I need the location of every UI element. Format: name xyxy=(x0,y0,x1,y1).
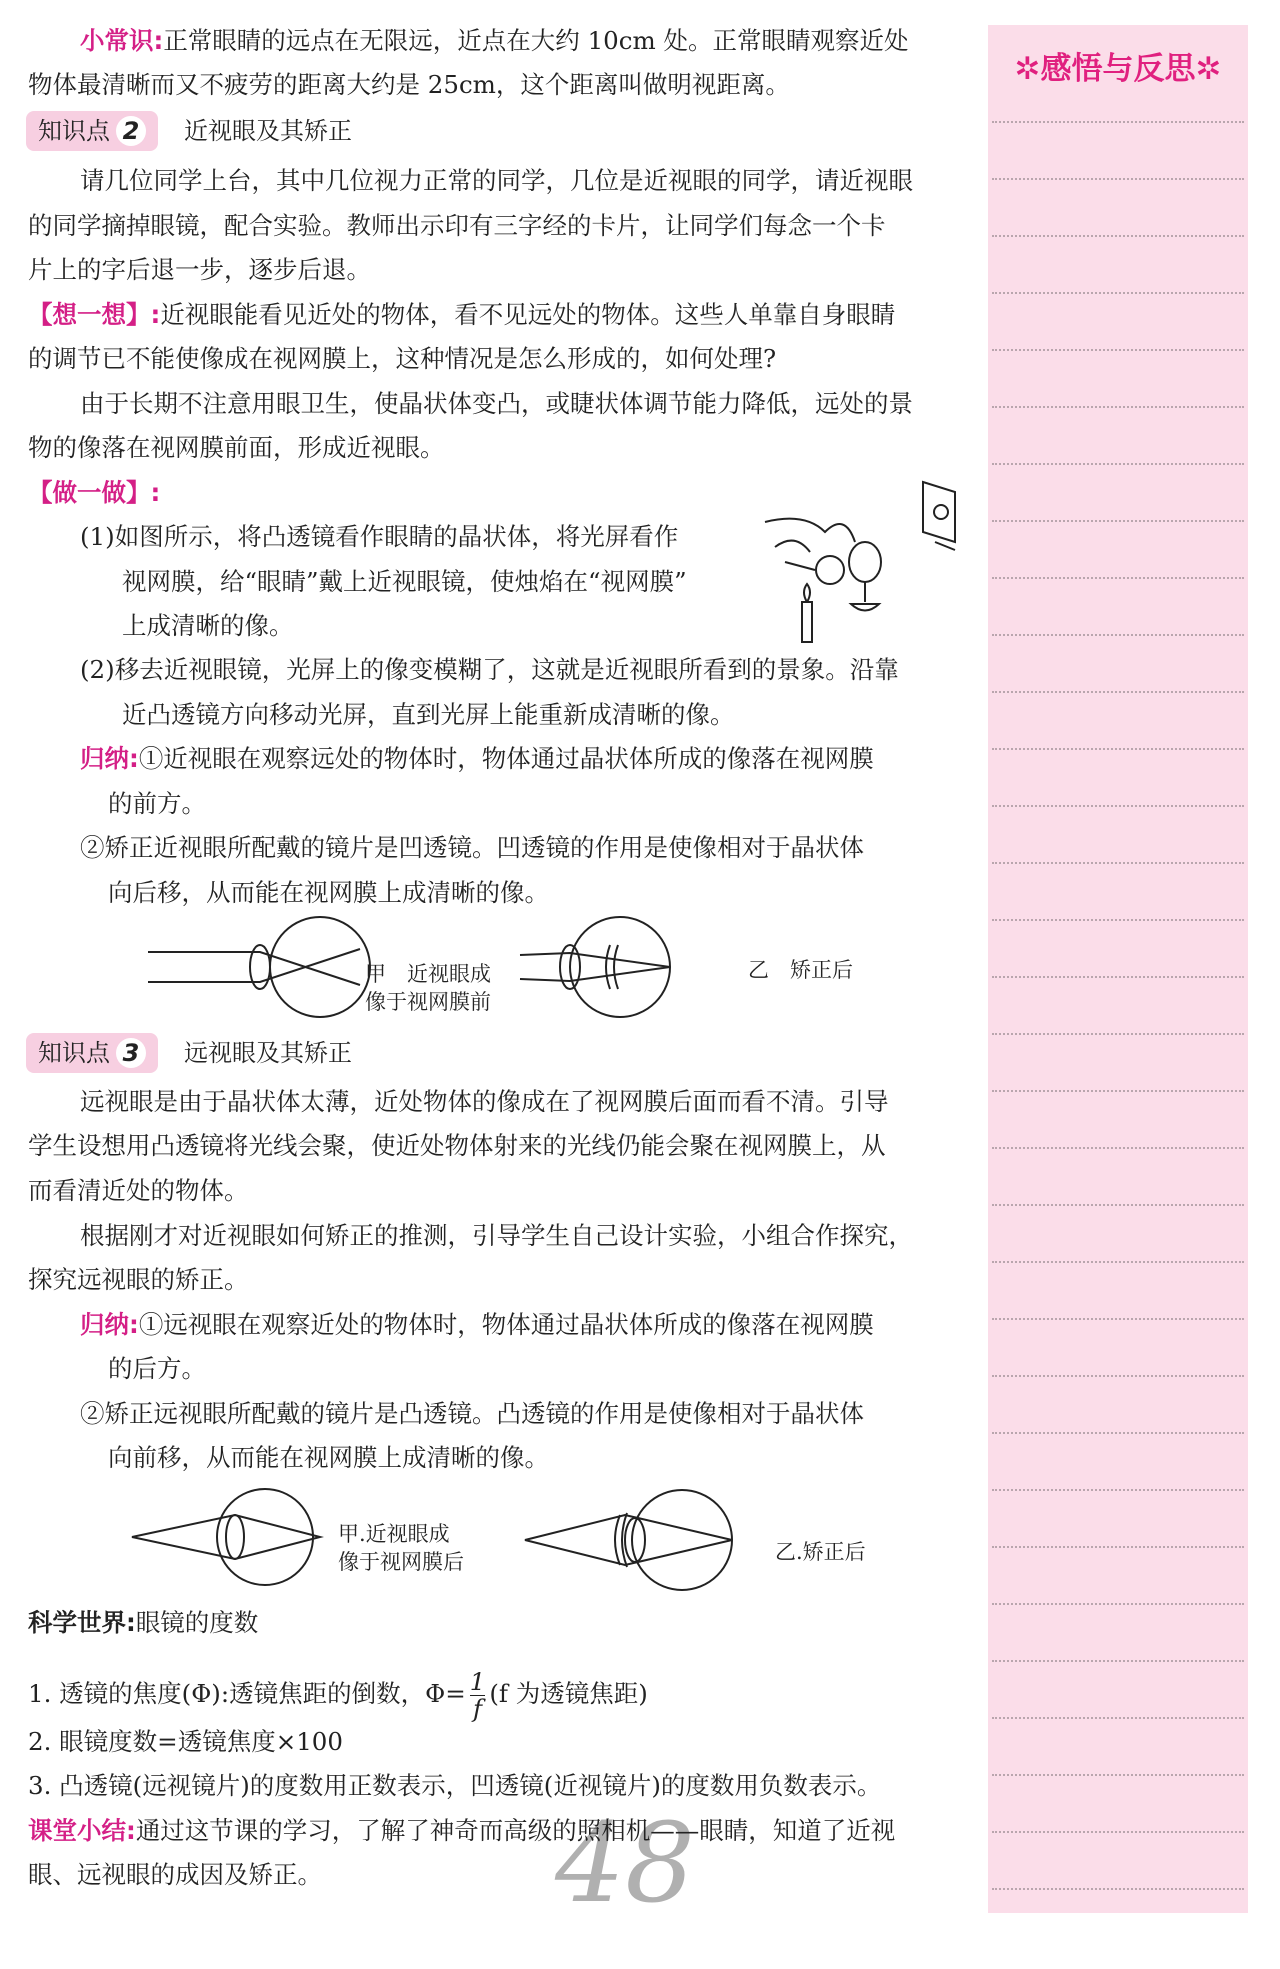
science-item-2: 2. 眼镜度数=透镜焦度×100 xyxy=(28,1727,343,1756)
writing-line xyxy=(992,235,1244,237)
paragraph-line: 探究远视眼的矫正。 xyxy=(28,1265,249,1294)
writing-line xyxy=(992,1546,1244,1548)
paragraph-line: 片上的字后退一步，逐步后退。 xyxy=(28,255,371,284)
knowledge-tag: 知识点 3 xyxy=(26,1033,158,1073)
knowledge-tag: 知识点 2 xyxy=(26,111,158,151)
writing-line xyxy=(992,292,1244,294)
writing-line xyxy=(992,463,1244,465)
do-line: (1)如图所示，将凸透镜看作眼睛的晶状体，将光屏看作 xyxy=(80,522,679,551)
summary-line: 向前移，从而能在视网膜上成清晰的像。 xyxy=(108,1443,549,1472)
writing-line xyxy=(992,919,1244,921)
summary-line: 向后移，从而能在视网膜上成清晰的像。 xyxy=(108,878,549,907)
tip-line: 物体最清晰而又不疲劳的距离大约是 25cm，这个距离叫做明视距离。 xyxy=(28,70,790,99)
summary-line: 的前方。 xyxy=(108,789,206,818)
do-line: 视网膜，给“眼睛”戴上近视眼镜，使烛焰在“视网膜” xyxy=(122,567,687,596)
paragraph-line: 根据刚才对近视眼如何矫正的推测，引导学生自己设计实验，小组合作探究， xyxy=(80,1221,913,1250)
writing-line xyxy=(992,1774,1244,1776)
paragraph-line: 学生设想用凸透镜将光线会聚，使近处物体射来的光线仍能会聚在视网膜上，从 xyxy=(28,1131,886,1160)
paragraph-line: 物的像落在视网膜前面，形成近视眼。 xyxy=(28,433,445,462)
writing-line xyxy=(992,691,1244,693)
class-summary-line: 课堂小结:通过这节课的学习，了解了神奇而高级的照相机——眼睛，知道了近视 xyxy=(28,1816,896,1845)
summary-line: ②矫正远视眼所配戴的镜片是凸透镜。凸透镜的作用是使像相对于晶状体 xyxy=(80,1399,864,1428)
fraction: $\frac{1}{f}$ xyxy=(469,1667,486,1723)
section-title: 近视眼及其矫正 xyxy=(184,117,352,145)
summary-line: 归纳:①近视眼在观察远处的物体时，物体通过晶状体所成的像落在视网膜 xyxy=(80,744,874,773)
writing-line xyxy=(992,1261,1244,1263)
paragraph-line: 而看清近处的物体。 xyxy=(28,1176,249,1205)
section-heading-kp2 xyxy=(26,111,352,151)
sidebar-title: ✲感悟与反思✲ xyxy=(1014,51,1222,87)
summary-line: 的后方。 xyxy=(108,1354,206,1383)
tip-label: 小常识: xyxy=(80,26,164,55)
tip-text: 正常眼睛的远点在无限远，近点在大约 10cm 处。正常眼睛观察近处 xyxy=(163,26,909,55)
summary-line: ②矫正近视眼所配戴的镜片是凹透镜。凹透镜的作用是使像相对于晶状体 xyxy=(80,833,864,862)
writing-line xyxy=(992,1831,1244,1833)
reflection-sidebar xyxy=(988,25,1248,1913)
science-label: 科学世界: xyxy=(28,1608,136,1637)
summary-label: 归纳: xyxy=(80,1310,139,1339)
class-summary-label: 课堂小结: xyxy=(28,1816,136,1845)
writing-line xyxy=(992,1147,1244,1149)
science-heading: 科学世界:眼镜的度数 xyxy=(28,1608,259,1637)
do-line: 近凸透镜方向移动光屏，直到光屏上能重新成清晰的像。 xyxy=(122,700,735,729)
tip-line xyxy=(80,24,1030,58)
paragraph-line: 由于长期不注意用眼卫生，使晶状体变凸，或睫状体调节能力降低，远处的景 xyxy=(80,389,913,418)
writing-line xyxy=(992,1033,1244,1035)
do-line: (2)移去近视眼镜，光屏上的像变模糊了，这就是近视眼所看到的景象。沿靠 xyxy=(80,655,899,684)
do-line: 上成清晰的像。 xyxy=(122,611,294,640)
paragraph-line: 的同学摘掉眼镜，配合实验。教师出示印有三字经的卡片，让同学们每念一个卡 xyxy=(28,211,886,240)
summary-line: 归纳:①远视眼在观察近处的物体时，物体通过晶状体所成的像落在视网膜 xyxy=(80,1310,874,1339)
think-line: 【想一想】:近视眼能看见近处的物体，看不见远处的物体。这些人单靠自身眼睛 xyxy=(28,300,896,329)
writing-line xyxy=(992,1432,1244,1434)
paragraph-line: 远视眼是由于晶状体太薄，近处物体的像成在了视网膜后面而看不清。引导 xyxy=(80,1087,889,1116)
figure-label-b: 乙 矫正后 xyxy=(748,958,853,982)
science-item-3: 3. 凸透镜(远视镜片)的度数用正数表示，凹透镜(近视镜片)的度数用负数表示。 xyxy=(28,1771,882,1800)
writing-line xyxy=(992,1717,1244,1719)
paragraph-line: 请几位同学上台，其中几位视力正常的同学，几位是近视眼的同学，请近视眼 xyxy=(80,166,913,195)
writing-line xyxy=(992,1660,1244,1662)
writing-line xyxy=(992,1888,1244,1890)
figure-label-b: 乙.矫正后 xyxy=(775,1540,866,1564)
writing-line xyxy=(992,349,1244,351)
summary-label: 归纳: xyxy=(80,744,139,773)
writing-line xyxy=(992,1204,1244,1206)
writing-line xyxy=(992,976,1244,978)
do-label: 【做一做】: xyxy=(28,478,161,507)
science-item-1: 1. 透镜的焦度(Φ):透镜焦距的倒数，Φ= $\frac{1}{f}$ (f 为透镜焦距) xyxy=(28,1667,648,1723)
writing-line xyxy=(992,1603,1244,1605)
section-heading-kp3 xyxy=(26,1033,352,1073)
think-line: 的调节已不能使像成在视网膜上，这种情况是怎么形成的，如何处理? xyxy=(28,344,777,373)
figure-label-a: 甲.近视眼成 像于视网膜后 xyxy=(338,1522,464,1574)
page-number: 48 xyxy=(555,1799,695,1927)
writing-line xyxy=(992,121,1244,123)
experiment-illustration xyxy=(755,472,980,652)
writing-line xyxy=(992,1489,1244,1491)
section-title: 远视眼及其矫正 xyxy=(184,1039,352,1067)
think-label: 【想一想】: xyxy=(28,300,161,329)
figure-label-a: 甲 近视眼成 像于视网膜前 xyxy=(365,962,491,1014)
class-summary-line: 眼、远视眼的成因及矫正。 xyxy=(28,1860,322,1889)
